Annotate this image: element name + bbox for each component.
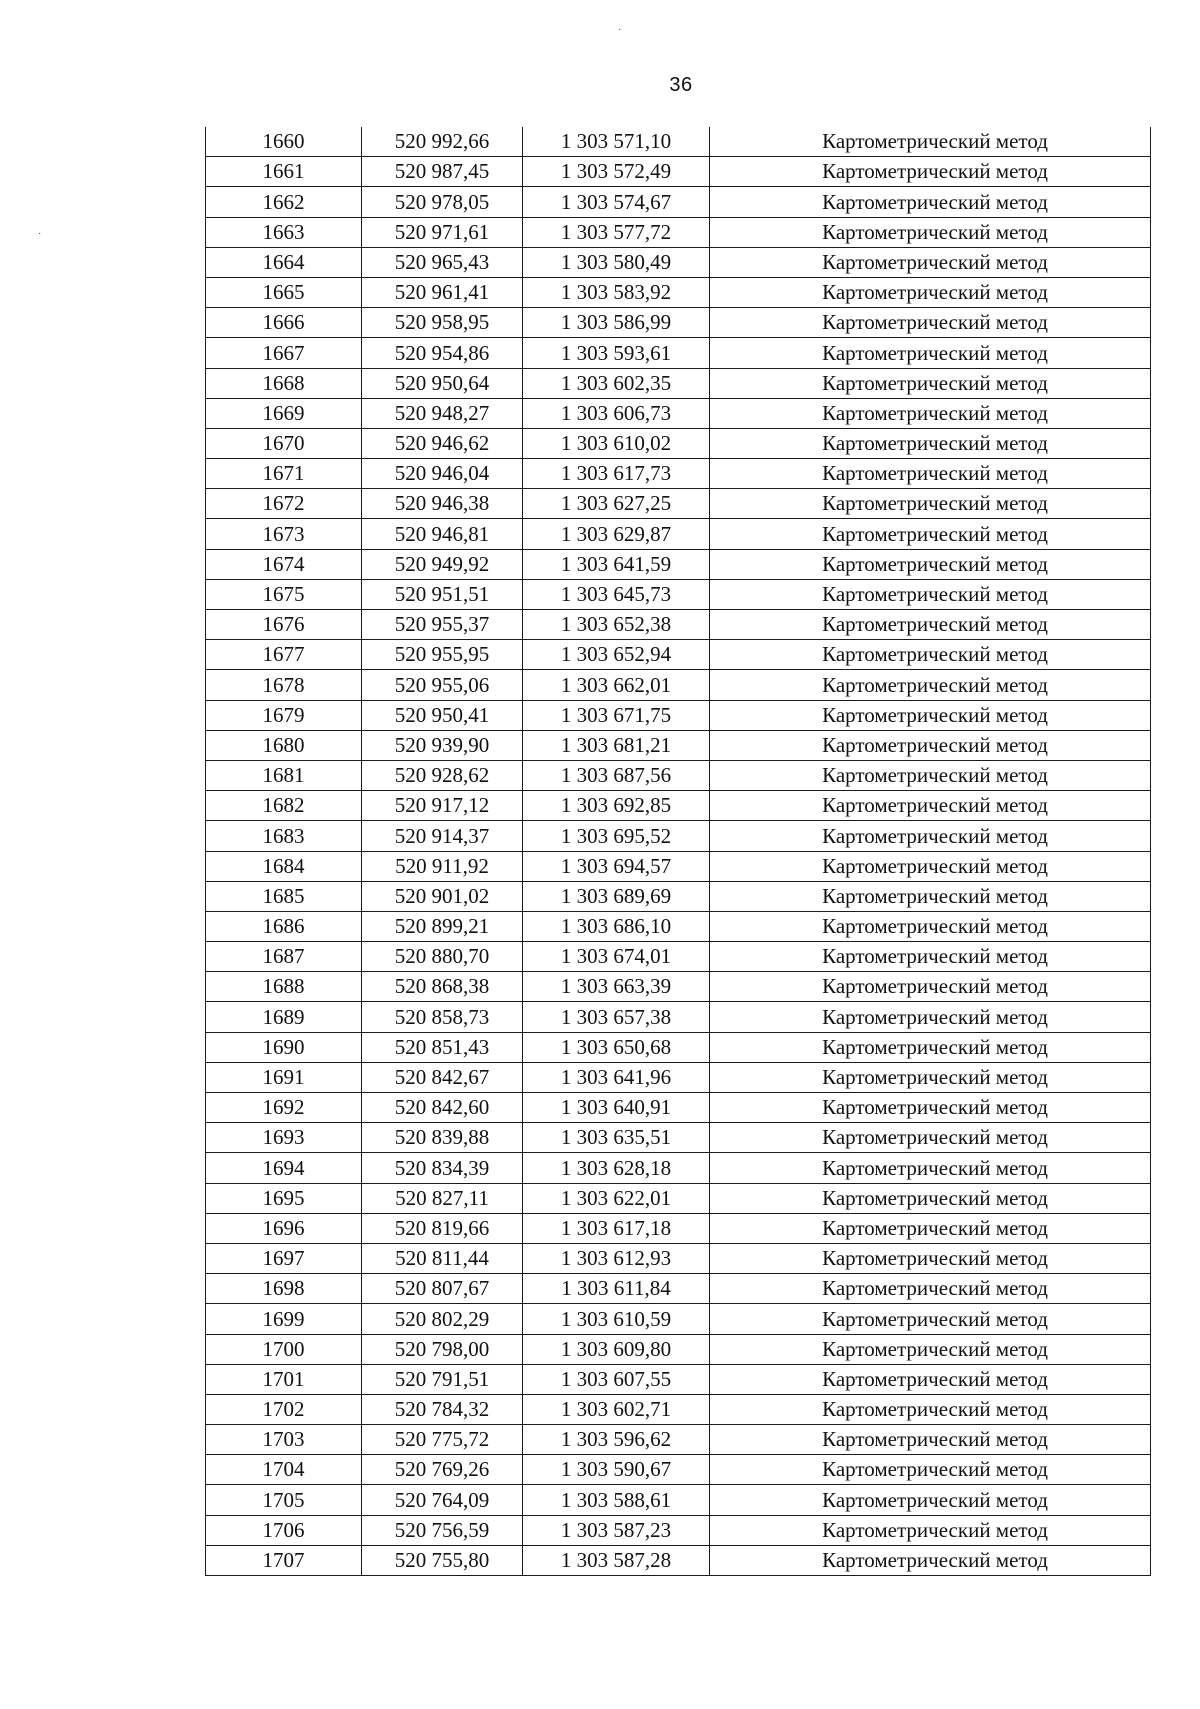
x-coordinate-cell: 520 802,29 — [362, 1304, 523, 1334]
y-coordinate-cell: 1 303 602,35 — [523, 368, 710, 398]
x-coordinate-cell: 520 958,95 — [362, 308, 523, 338]
method-cell: Картометрический метод — [710, 428, 1151, 458]
table-row — [206, 972, 1151, 1002]
point-number-cell: 1687 — [206, 942, 362, 972]
point-number-cell: 1677 — [206, 640, 362, 670]
x-coordinate-cell: 520 756,59 — [362, 1515, 523, 1545]
method-cell: Картометрический метод — [710, 1515, 1151, 1545]
x-coordinate-cell: 520 764,09 — [362, 1485, 523, 1515]
table-row — [206, 459, 1151, 489]
y-coordinate-cell: 1 303 628,18 — [523, 1153, 710, 1183]
point-number-cell: 1688 — [206, 972, 362, 1002]
method-cell: Картометрический метод — [710, 1304, 1151, 1334]
point-number-cell: 1689 — [206, 1002, 362, 1032]
point-number-cell: 1694 — [206, 1153, 362, 1183]
table-row — [206, 700, 1151, 730]
table-row — [206, 1123, 1151, 1153]
x-coordinate-cell: 520 851,43 — [362, 1032, 523, 1062]
point-number-cell: 1695 — [206, 1183, 362, 1213]
y-coordinate-cell: 1 303 695,52 — [523, 821, 710, 851]
table-row — [206, 942, 1151, 972]
point-number-cell: 1701 — [206, 1364, 362, 1394]
point-number-cell: 1693 — [206, 1123, 362, 1153]
table-row — [206, 1455, 1151, 1485]
x-coordinate-cell: 520 807,67 — [362, 1274, 523, 1304]
y-coordinate-cell: 1 303 686,10 — [523, 911, 710, 941]
x-coordinate-cell: 520 880,70 — [362, 942, 523, 972]
y-coordinate-cell: 1 303 617,18 — [523, 1213, 710, 1243]
table-row — [206, 1334, 1151, 1364]
y-coordinate-cell: 1 303 640,91 — [523, 1093, 710, 1123]
method-cell: Картометрический метод — [710, 1062, 1151, 1092]
x-coordinate-cell: 520 954,86 — [362, 338, 523, 368]
point-number-cell: 1661 — [206, 157, 362, 187]
point-number-cell: 1691 — [206, 1062, 362, 1092]
table-row — [206, 1545, 1151, 1575]
coordinates-table — [205, 127, 1151, 1576]
x-coordinate-cell: 520 978,05 — [362, 187, 523, 217]
x-coordinate-cell: 520 784,32 — [362, 1394, 523, 1424]
table-row — [206, 1394, 1151, 1424]
point-number-cell: 1662 — [206, 187, 362, 217]
y-coordinate-cell: 1 303 571,10 — [523, 127, 710, 157]
method-cell: Картометрический метод — [710, 760, 1151, 790]
point-number-cell: 1680 — [206, 730, 362, 760]
x-coordinate-cell: 520 834,39 — [362, 1153, 523, 1183]
method-cell: Картометрический метод — [710, 1153, 1151, 1183]
method-cell: Картометрический метод — [710, 127, 1151, 157]
table-row — [206, 1213, 1151, 1243]
table-row — [206, 851, 1151, 881]
method-cell: Картометрический метод — [710, 187, 1151, 217]
method-cell: Картометрический метод — [710, 1243, 1151, 1273]
table-row — [206, 1274, 1151, 1304]
x-coordinate-cell: 520 911,92 — [362, 851, 523, 881]
point-number-cell: 1668 — [206, 368, 362, 398]
method-cell: Картометрический метод — [710, 1545, 1151, 1575]
table-row — [206, 1093, 1151, 1123]
y-coordinate-cell: 1 303 622,01 — [523, 1183, 710, 1213]
table-row — [206, 338, 1151, 368]
y-coordinate-cell: 1 303 652,38 — [523, 610, 710, 640]
x-coordinate-cell: 520 950,41 — [362, 700, 523, 730]
point-number-cell: 1698 — [206, 1274, 362, 1304]
y-coordinate-cell: 1 303 689,69 — [523, 881, 710, 911]
x-coordinate-cell: 520 819,66 — [362, 1213, 523, 1243]
x-coordinate-cell: 520 950,64 — [362, 368, 523, 398]
table-row — [206, 881, 1151, 911]
point-number-cell: 1660 — [206, 127, 362, 157]
x-coordinate-cell: 520 899,21 — [362, 911, 523, 941]
x-coordinate-cell: 520 839,88 — [362, 1123, 523, 1153]
table-row — [206, 579, 1151, 609]
y-coordinate-cell: 1 303 602,71 — [523, 1394, 710, 1424]
method-cell: Картометрический метод — [710, 1093, 1151, 1123]
y-coordinate-cell: 1 303 662,01 — [523, 670, 710, 700]
y-coordinate-cell: 1 303 612,93 — [523, 1243, 710, 1273]
point-number-cell: 1686 — [206, 911, 362, 941]
table-row — [206, 157, 1151, 187]
x-coordinate-cell: 520 858,73 — [362, 1002, 523, 1032]
y-coordinate-cell: 1 303 641,96 — [523, 1062, 710, 1092]
x-coordinate-cell: 520 965,43 — [362, 247, 523, 277]
y-coordinate-cell: 1 303 590,67 — [523, 1455, 710, 1485]
method-cell: Картометрический метод — [710, 700, 1151, 730]
method-cell: Картометрический метод — [710, 217, 1151, 247]
coordinates-table-body — [206, 127, 1151, 1576]
x-coordinate-cell: 520 798,00 — [362, 1334, 523, 1364]
y-coordinate-cell: 1 303 687,56 — [523, 760, 710, 790]
method-cell: Картометрический метод — [710, 338, 1151, 368]
method-cell: Картометрический метод — [710, 489, 1151, 519]
x-coordinate-cell: 520 755,80 — [362, 1545, 523, 1575]
method-cell: Картометрический метод — [710, 610, 1151, 640]
x-coordinate-cell: 520 946,38 — [362, 489, 523, 519]
y-coordinate-cell: 1 303 650,68 — [523, 1032, 710, 1062]
x-coordinate-cell: 520 917,12 — [362, 791, 523, 821]
table-row — [206, 640, 1151, 670]
point-number-cell: 1672 — [206, 489, 362, 519]
y-coordinate-cell: 1 303 588,61 — [523, 1485, 710, 1515]
point-number-cell: 1667 — [206, 338, 362, 368]
point-number-cell: 1676 — [206, 610, 362, 640]
y-coordinate-cell: 1 303 583,92 — [523, 277, 710, 307]
point-number-cell: 1663 — [206, 217, 362, 247]
x-coordinate-cell: 520 961,41 — [362, 277, 523, 307]
method-cell: Картометрический метод — [710, 791, 1151, 821]
method-cell: Картометрический метод — [710, 1002, 1151, 1032]
table-row — [206, 1153, 1151, 1183]
x-coordinate-cell: 520 827,11 — [362, 1183, 523, 1213]
table-row — [206, 730, 1151, 760]
y-coordinate-cell: 1 303 692,85 — [523, 791, 710, 821]
method-cell: Картометрический метод — [710, 730, 1151, 760]
table-row — [206, 127, 1151, 157]
y-coordinate-cell: 1 303 610,59 — [523, 1304, 710, 1334]
point-number-cell: 1682 — [206, 791, 362, 821]
y-coordinate-cell: 1 303 641,59 — [523, 549, 710, 579]
point-number-cell: 1699 — [206, 1304, 362, 1334]
table-row — [206, 277, 1151, 307]
y-coordinate-cell: 1 303 609,80 — [523, 1334, 710, 1364]
x-coordinate-cell: 520 987,45 — [362, 157, 523, 187]
x-coordinate-cell: 520 946,04 — [362, 459, 523, 489]
point-number-cell: 1678 — [206, 670, 362, 700]
x-coordinate-cell: 520 951,51 — [362, 579, 523, 609]
x-coordinate-cell: 520 791,51 — [362, 1364, 523, 1394]
method-cell: Картометрический метод — [710, 1364, 1151, 1394]
point-number-cell: 1707 — [206, 1545, 362, 1575]
y-coordinate-cell: 1 303 611,84 — [523, 1274, 710, 1304]
x-coordinate-cell: 520 868,38 — [362, 972, 523, 1002]
table-row — [206, 187, 1151, 217]
point-number-cell: 1666 — [206, 308, 362, 338]
x-coordinate-cell: 520 842,60 — [362, 1093, 523, 1123]
x-coordinate-cell: 520 811,44 — [362, 1243, 523, 1273]
method-cell: Картометрический метод — [710, 670, 1151, 700]
point-number-cell: 1685 — [206, 881, 362, 911]
x-coordinate-cell: 520 971,61 — [362, 217, 523, 247]
y-coordinate-cell: 1 303 645,73 — [523, 579, 710, 609]
method-cell: Картометрический метод — [710, 1183, 1151, 1213]
point-number-cell: 1669 — [206, 398, 362, 428]
y-coordinate-cell: 1 303 617,73 — [523, 459, 710, 489]
point-number-cell: 1700 — [206, 1334, 362, 1364]
x-coordinate-cell: 520 946,81 — [362, 519, 523, 549]
point-number-cell: 1690 — [206, 1032, 362, 1062]
method-cell: Картометрический метод — [710, 1455, 1151, 1485]
x-coordinate-cell: 520 914,37 — [362, 821, 523, 851]
method-cell: Картометрический метод — [710, 459, 1151, 489]
table-row — [206, 549, 1151, 579]
table-row — [206, 1243, 1151, 1273]
x-coordinate-cell: 520 946,62 — [362, 428, 523, 458]
y-coordinate-cell: 1 303 587,28 — [523, 1545, 710, 1575]
table-row — [206, 428, 1151, 458]
table-row — [206, 791, 1151, 821]
table-row — [206, 1485, 1151, 1515]
table-row — [206, 1183, 1151, 1213]
method-cell: Картометрический метод — [710, 640, 1151, 670]
point-number-cell: 1681 — [206, 760, 362, 790]
method-cell: Картометрический метод — [710, 821, 1151, 851]
point-number-cell: 1665 — [206, 277, 362, 307]
method-cell: Картометрический метод — [710, 579, 1151, 609]
x-coordinate-cell: 520 939,90 — [362, 730, 523, 760]
method-cell: Картометрический метод — [710, 881, 1151, 911]
table-row — [206, 1032, 1151, 1062]
point-number-cell: 1704 — [206, 1455, 362, 1485]
x-coordinate-cell: 520 901,02 — [362, 881, 523, 911]
x-coordinate-cell: 520 775,72 — [362, 1425, 523, 1455]
method-cell: Картометрический метод — [710, 277, 1151, 307]
method-cell: Картометрический метод — [710, 157, 1151, 187]
page-number: 36 — [669, 74, 693, 96]
method-cell: Картометрический метод — [710, 398, 1151, 428]
x-coordinate-cell: 520 928,62 — [362, 760, 523, 790]
point-number-cell: 1697 — [206, 1243, 362, 1273]
y-coordinate-cell: 1 303 627,25 — [523, 489, 710, 519]
x-coordinate-cell: 520 948,27 — [362, 398, 523, 428]
table-row — [206, 610, 1151, 640]
method-cell: Картометрический метод — [710, 247, 1151, 277]
table-row — [206, 1002, 1151, 1032]
y-coordinate-cell: 1 303 635,51 — [523, 1123, 710, 1153]
method-cell: Картометрический метод — [710, 519, 1151, 549]
point-number-cell: 1679 — [206, 700, 362, 730]
table-row — [206, 217, 1151, 247]
method-cell: Картометрический метод — [710, 1394, 1151, 1424]
method-cell: Картометрический метод — [710, 851, 1151, 881]
method-cell: Картометрический метод — [710, 368, 1151, 398]
y-coordinate-cell: 1 303 671,75 — [523, 700, 710, 730]
table-row — [206, 1062, 1151, 1092]
method-cell: Картометрический метод — [710, 972, 1151, 1002]
point-number-cell: 1670 — [206, 428, 362, 458]
point-number-cell: 1664 — [206, 247, 362, 277]
y-coordinate-cell: 1 303 580,49 — [523, 247, 710, 277]
table-row — [206, 247, 1151, 277]
y-coordinate-cell: 1 303 574,67 — [523, 187, 710, 217]
x-coordinate-cell: 520 992,66 — [362, 127, 523, 157]
table-row — [206, 489, 1151, 519]
method-cell: Картометрический метод — [710, 1485, 1151, 1515]
x-coordinate-cell: 520 955,06 — [362, 670, 523, 700]
y-coordinate-cell: 1 303 674,01 — [523, 942, 710, 972]
y-coordinate-cell: 1 303 663,39 — [523, 972, 710, 1002]
point-number-cell: 1706 — [206, 1515, 362, 1545]
table-row — [206, 760, 1151, 790]
point-number-cell: 1673 — [206, 519, 362, 549]
scan-speck-margin: · — [38, 228, 42, 239]
method-cell: Картометрический метод — [710, 942, 1151, 972]
y-coordinate-cell: 1 303 593,61 — [523, 338, 710, 368]
point-number-cell: 1702 — [206, 1394, 362, 1424]
x-coordinate-cell: 520 955,95 — [362, 640, 523, 670]
table-row — [206, 1364, 1151, 1394]
y-coordinate-cell: 1 303 657,38 — [523, 1002, 710, 1032]
table-row — [206, 821, 1151, 851]
table-row — [206, 1304, 1151, 1334]
point-number-cell: 1671 — [206, 459, 362, 489]
x-coordinate-cell: 520 769,26 — [362, 1455, 523, 1485]
method-cell: Картометрический метод — [710, 1123, 1151, 1153]
scan-speck-top: · — [618, 24, 622, 35]
y-coordinate-cell: 1 303 694,57 — [523, 851, 710, 881]
method-cell: Картометрический метод — [710, 1032, 1151, 1062]
method-cell: Картометрический метод — [710, 1213, 1151, 1243]
method-cell: Картометрический метод — [710, 1274, 1151, 1304]
y-coordinate-cell: 1 303 610,02 — [523, 428, 710, 458]
point-number-cell: 1674 — [206, 549, 362, 579]
y-coordinate-cell: 1 303 606,73 — [523, 398, 710, 428]
table-row — [206, 398, 1151, 428]
point-number-cell: 1692 — [206, 1093, 362, 1123]
method-cell: Картометрический метод — [710, 911, 1151, 941]
point-number-cell: 1675 — [206, 579, 362, 609]
method-cell: Картометрический метод — [710, 549, 1151, 579]
table-row — [206, 911, 1151, 941]
table-row — [206, 670, 1151, 700]
method-cell: Картометрический метод — [710, 1334, 1151, 1364]
table-row — [206, 368, 1151, 398]
table-row — [206, 519, 1151, 549]
y-coordinate-cell: 1 303 629,87 — [523, 519, 710, 549]
x-coordinate-cell: 520 842,67 — [362, 1062, 523, 1092]
x-coordinate-cell: 520 949,92 — [362, 549, 523, 579]
method-cell: Картометрический метод — [710, 308, 1151, 338]
y-coordinate-cell: 1 303 577,72 — [523, 217, 710, 247]
point-number-cell: 1703 — [206, 1425, 362, 1455]
y-coordinate-cell: 1 303 681,21 — [523, 730, 710, 760]
point-number-cell: 1696 — [206, 1213, 362, 1243]
table-row — [206, 1425, 1151, 1455]
y-coordinate-cell: 1 303 587,23 — [523, 1515, 710, 1545]
point-number-cell: 1684 — [206, 851, 362, 881]
point-number-cell: 1683 — [206, 821, 362, 851]
table-row — [206, 1515, 1151, 1545]
y-coordinate-cell: 1 303 586,99 — [523, 308, 710, 338]
y-coordinate-cell: 1 303 572,49 — [523, 157, 710, 187]
y-coordinate-cell: 1 303 596,62 — [523, 1425, 710, 1455]
x-coordinate-cell: 520 955,37 — [362, 610, 523, 640]
y-coordinate-cell: 1 303 607,55 — [523, 1364, 710, 1394]
y-coordinate-cell: 1 303 652,94 — [523, 640, 710, 670]
point-number-cell: 1705 — [206, 1485, 362, 1515]
table-row — [206, 308, 1151, 338]
method-cell: Картометрический метод — [710, 1425, 1151, 1455]
